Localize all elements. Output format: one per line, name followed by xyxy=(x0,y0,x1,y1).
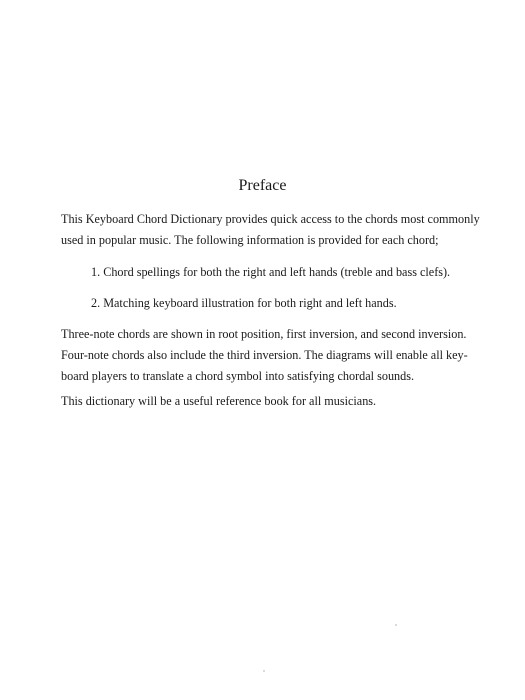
list-item-keyboard-illustration: 2. Matching keyboard illustration for both right and left hands. xyxy=(91,296,397,310)
scan-speck xyxy=(263,670,265,672)
intro-line: used in popular music. The following information is provided for each chord; xyxy=(61,233,439,247)
closing-line: This dictionary will be a useful reference book for all musicians. xyxy=(61,394,377,408)
closing-paragraph xyxy=(61,391,466,412)
intro-paragraph xyxy=(61,209,480,251)
inversion-line: board players to translate a chord symbol into satisfying chordal sounds. xyxy=(61,369,415,383)
page-title: Preface xyxy=(238,177,287,194)
scan-speck xyxy=(395,624,397,626)
intro-line: This Keyboard Chord Dictionary provides quick access to the chords most commonly xyxy=(61,212,480,226)
inversion-line: Four-note chords also include the third inversion. The diagrams will enable all key- xyxy=(61,348,468,362)
list-item-chord-spellings: 1. Chord spellings for both the right and left hands (treble and bass clefs). xyxy=(91,265,451,279)
inversion-paragraph xyxy=(61,324,466,387)
inversion-line: Three-note chords are shown in root position, first inversion, and second inversion. xyxy=(61,327,467,341)
